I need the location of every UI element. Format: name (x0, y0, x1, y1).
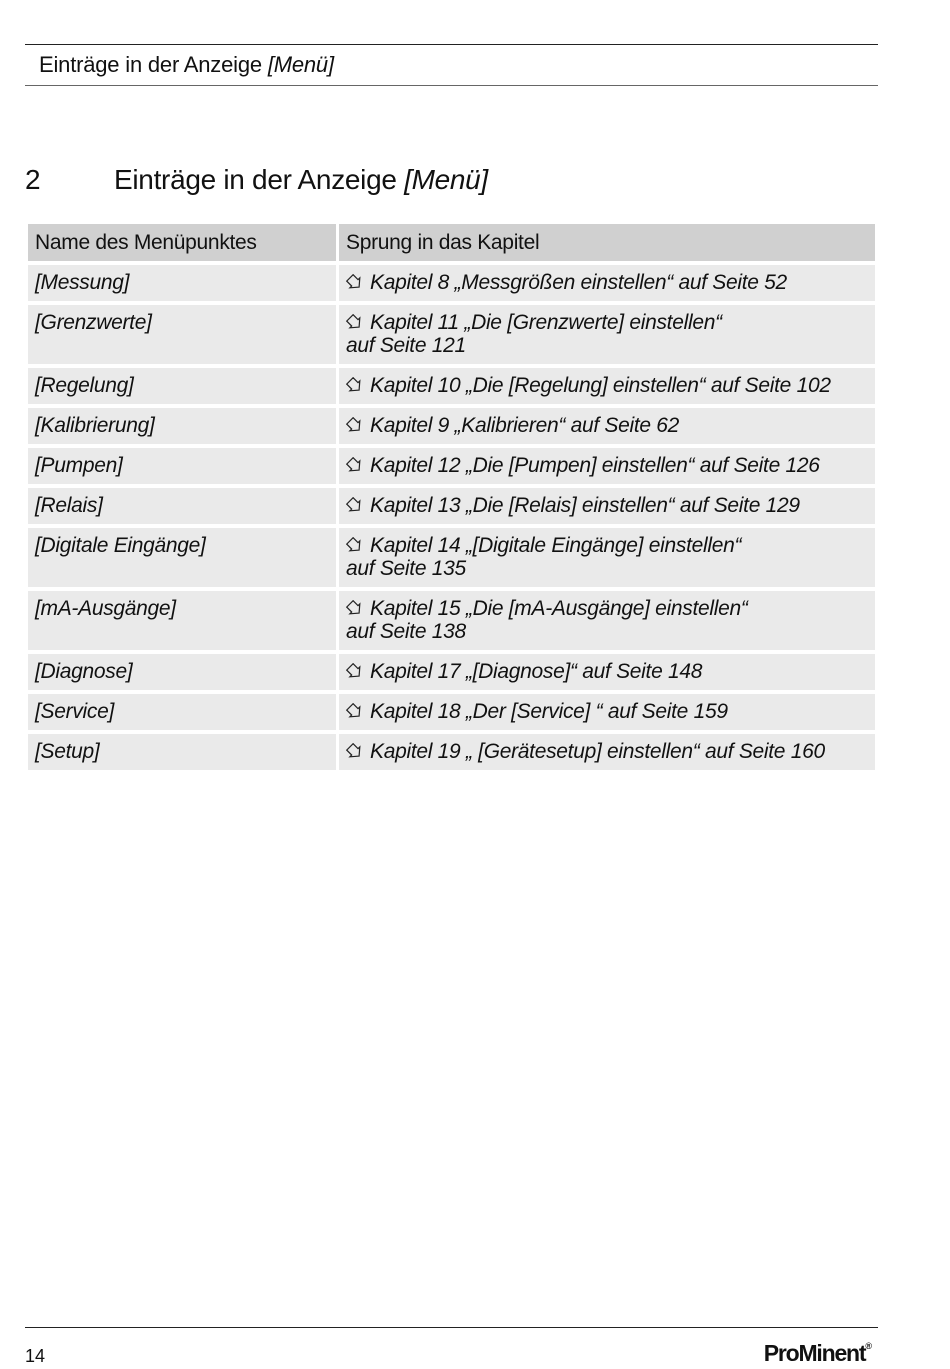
table-row (28, 528, 875, 587)
arrow-icon (346, 374, 370, 397)
section-number: 2 (25, 164, 41, 195)
chapter-link-cell (339, 528, 875, 587)
arrow-icon (346, 271, 370, 294)
chapter-link-cell (339, 734, 875, 770)
prominent-logo (764, 1340, 872, 1367)
menu-table (25, 220, 878, 774)
chapter-link[interactable]: Kapitel 17 „[Diagnose]“ auf Seite 148 (370, 660, 703, 683)
arrow-icon (346, 700, 370, 723)
chapter-link-cell (339, 694, 875, 730)
chapter-link-cell (339, 591, 875, 650)
chapter-link-cell (339, 488, 875, 524)
chapter-link[interactable]: Kapitel 10 „Die [Regelung] einstellen“ auf Seite 102 (370, 374, 831, 397)
menu-item-name: [Regelung] (28, 368, 336, 404)
chapter-link-cell (339, 654, 875, 690)
chapter-link-cell (339, 408, 875, 444)
menu-item-name: [Diagnose] (28, 654, 336, 690)
section-title: Einträge in der Anzeige (114, 164, 405, 195)
chapter-link[interactable]: Kapitel 14 „[Digitale Eingänge] einstellen“ (370, 534, 742, 557)
table-row (28, 408, 875, 444)
chapter-link[interactable]: Kapitel 11 „Die [Grenzwerte] einstellen“ (370, 311, 722, 334)
header-title-text: Einträge in der Anzeige (39, 52, 268, 77)
chapter-link[interactable]: Kapitel 18 „Der [Service] “ auf Seite 159 (370, 700, 728, 723)
arrow-icon (346, 414, 370, 437)
chapter-link-page[interactable]: auf Seite 121 (346, 334, 466, 357)
arrow-icon (346, 494, 370, 517)
arrow-icon (346, 597, 370, 620)
menu-item-name: [Messung] (28, 265, 336, 301)
table-row (28, 488, 875, 524)
section-title-italic: [Menü] (404, 164, 488, 195)
chapter-link-cell (339, 448, 875, 484)
chapter-link-cell (339, 368, 875, 404)
logo-text: ProMinent (763, 1340, 866, 1366)
arrow-icon (346, 454, 370, 477)
chapter-link-page[interactable]: auf Seite 135 (346, 557, 466, 580)
chapter-link[interactable]: Kapitel 9 „Kalibrieren“ auf Seite 62 (370, 414, 680, 437)
header-title-italic: [Menü] (267, 52, 334, 77)
table-row (28, 591, 875, 650)
table-header-row (28, 224, 875, 261)
chapter-link[interactable]: Kapitel 12 „Die [Pumpen] einstellen“ auf Seite 126 (370, 454, 820, 477)
chapter-link[interactable]: Kapitel 19 „ [Gerätesetup] einstellen“ auf Seite 160 (370, 740, 825, 763)
menu-item-name: [mA-Ausgänge] (28, 591, 336, 650)
chapter-link[interactable]: Kapitel 15 „Die [mA-Ausgänge] einstellen“ (370, 597, 748, 620)
menu-item-name: [Setup] (28, 734, 336, 770)
chapter-link-page[interactable]: auf Seite 138 (346, 620, 466, 643)
menu-item-name: [Relais] (28, 488, 336, 524)
arrow-icon (346, 740, 370, 763)
chapter-link-cell (339, 305, 875, 364)
column-header-name: Name des Menüpunktes (28, 224, 336, 261)
table-row (28, 448, 875, 484)
table-row (28, 305, 875, 364)
arrow-icon (346, 660, 370, 683)
footer-rule (25, 1327, 878, 1328)
column-header-link: Sprung in das Kapitel (339, 224, 875, 261)
table-row (28, 368, 875, 404)
arrow-icon (346, 534, 370, 557)
menu-item-name: [Digitale Eingänge] (28, 528, 336, 587)
table-row (28, 265, 875, 301)
table-row (28, 734, 875, 770)
section-heading (25, 164, 488, 196)
menu-item-name: [Service] (28, 694, 336, 730)
table-row (28, 654, 875, 690)
menu-item-name: [Grenzwerte] (28, 305, 336, 364)
chapter-link[interactable]: Kapitel 8 „Messgrößen einstellen“ auf Seite 52 (370, 271, 787, 294)
menu-item-name: [Kalibrierung] (28, 408, 336, 444)
logo-mark: ® (865, 1341, 872, 1351)
arrow-icon (346, 311, 370, 334)
chapter-link[interactable]: Kapitel 13 „Die [Relais] einstellen“ auf Seite 129 (370, 494, 800, 517)
page-number: 14 (25, 1346, 46, 1366)
chapter-link-cell (339, 265, 875, 301)
menu-item-name: [Pumpen] (28, 448, 336, 484)
page-header (25, 44, 878, 86)
header-title (39, 52, 334, 78)
table-row (28, 694, 875, 730)
